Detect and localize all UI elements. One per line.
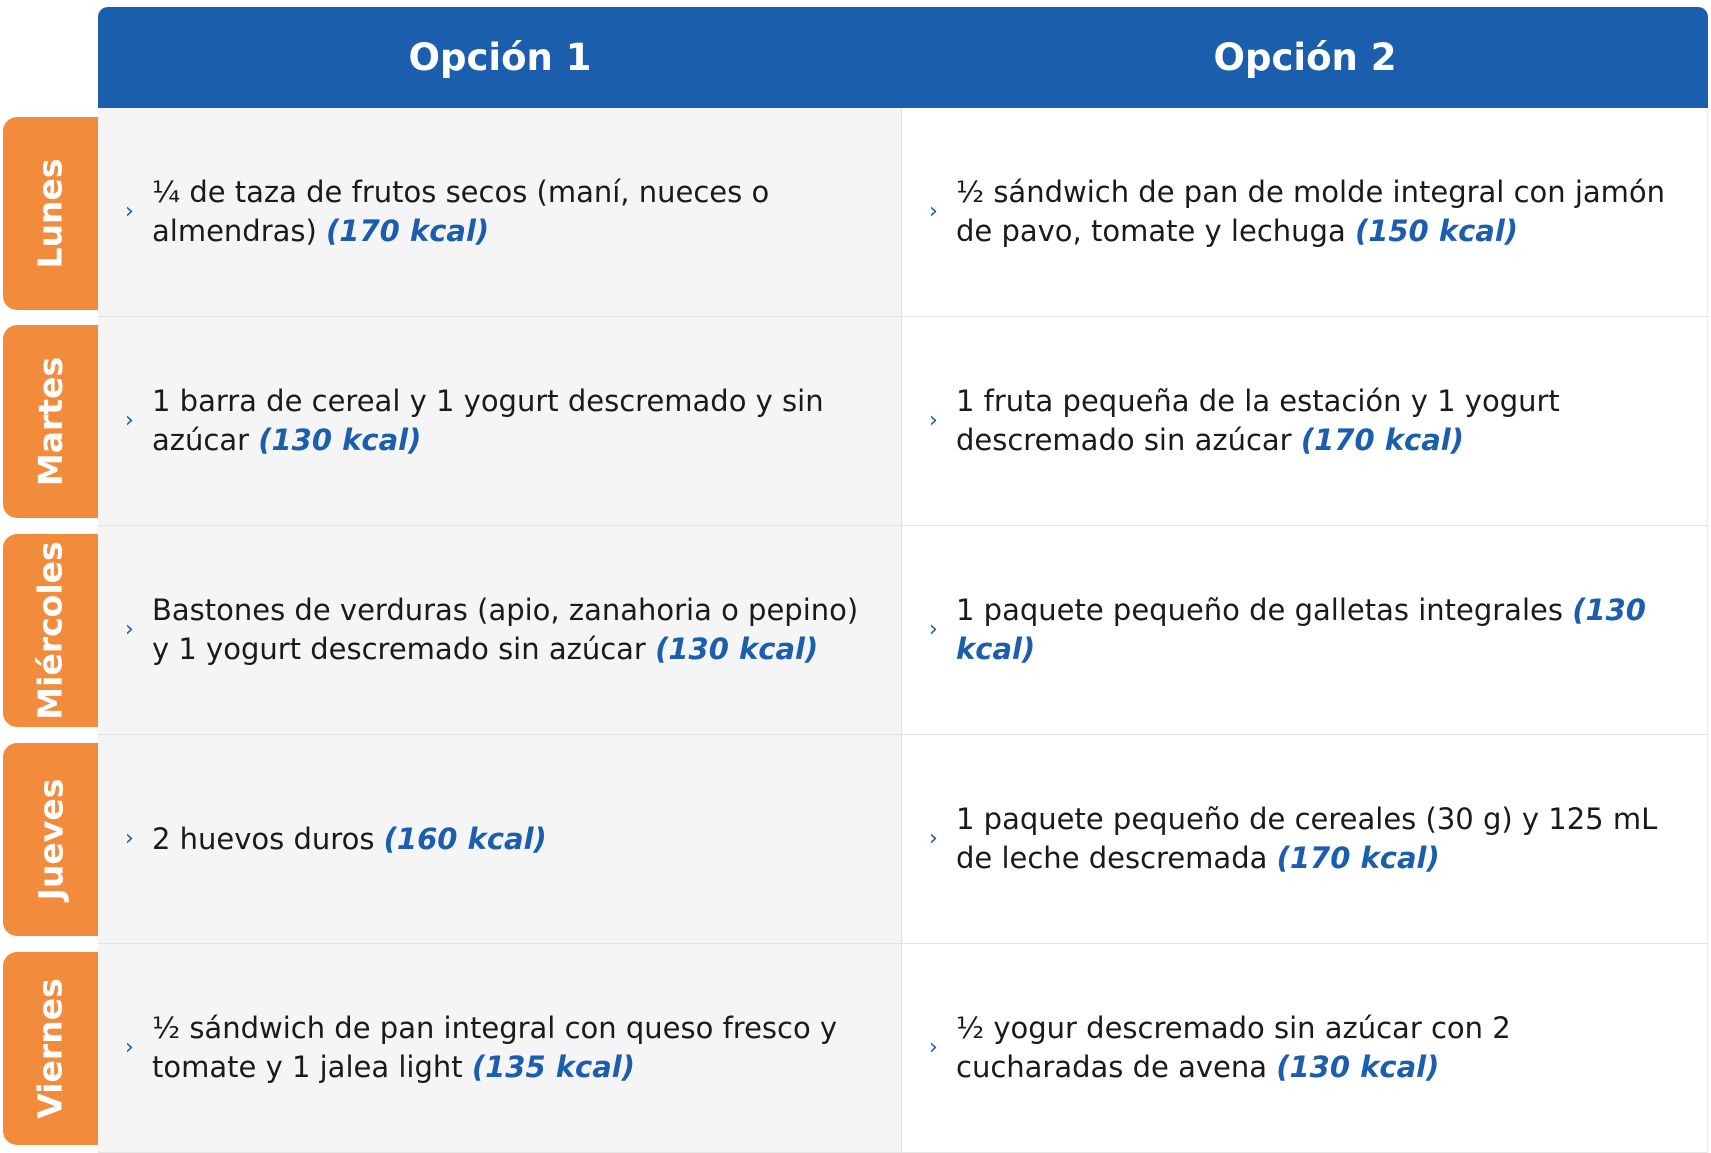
- day-tab-viernes: [3, 952, 98, 1145]
- table-row: [98, 735, 1708, 944]
- item-text: ½ sándwich de pan de molde integral con jamón de pavo, tomate y lechuga (150 kcal): [956, 175, 1666, 248]
- option-1-cell: [98, 526, 902, 734]
- item-text: 1 fruta pequeña de la estación y 1 yogurt descremado sin azúcar (170 kcal): [956, 384, 1560, 457]
- kcal-value: (130 kcal): [258, 423, 422, 457]
- item-text: 1 barra de cereal y 1 yogurt descremado y sin azúcar (130 kcal): [152, 384, 824, 457]
- item-text: Bastones de verduras (apio, zanahoria o pepino) y 1 yogurt descremado sin azúcar (130 kcal): [152, 593, 859, 666]
- table-row: [98, 526, 1708, 735]
- option-2-cell: [902, 735, 1708, 943]
- option-1-cell: [98, 108, 902, 316]
- snack-options-table: [98, 7, 1708, 1153]
- kcal-value: (150 kcal): [1354, 214, 1519, 248]
- chevron-right-icon: ›: [929, 199, 938, 224]
- item-text: ¼ de taza de frutos secos (maní, nueces o almendras) (170 kcal): [152, 175, 770, 248]
- day-tab-jueves: [3, 743, 98, 936]
- option-2-cell: [902, 944, 1708, 1152]
- table-row: [98, 944, 1708, 1153]
- day-label: Miércoles: [31, 541, 70, 720]
- day-tab-miercoles: [3, 534, 98, 727]
- table-row: [98, 108, 1708, 317]
- option-2-cell: [902, 526, 1708, 734]
- kcal-value: (170 kcal): [1300, 423, 1464, 457]
- chevron-right-icon: ›: [929, 1035, 938, 1060]
- kcal-value: (130 kcal): [956, 593, 1646, 666]
- chevron-right-icon: ›: [929, 617, 938, 642]
- chevron-right-icon: ›: [125, 617, 134, 642]
- item-text: 1 paquete pequeño de cereales (30 g) y 125 mL de leche descremada (170 kcal): [956, 802, 1658, 875]
- chevron-right-icon: ›: [125, 199, 134, 224]
- item-text: 1 paquete pequeño de galletas integrales (130 kcal): [956, 593, 1646, 666]
- chevron-right-icon: ›: [929, 408, 938, 433]
- header-option-1: Opción 1: [408, 36, 592, 79]
- chevron-right-icon: ›: [929, 826, 938, 851]
- table-row: [98, 317, 1708, 526]
- chevron-right-icon: ›: [125, 408, 134, 433]
- day-label: Viernes: [31, 978, 71, 1119]
- option-1-cell: [98, 317, 902, 525]
- chevron-right-icon: ›: [125, 826, 134, 851]
- option-2-cell: [902, 317, 1708, 525]
- day-label: Martes: [31, 356, 70, 487]
- chevron-right-icon: ›: [125, 1035, 134, 1060]
- kcal-value: (170 kcal): [326, 214, 490, 248]
- day-label: Jueves: [31, 778, 70, 901]
- item-text: ½ yogur descremado sin azúcar con 2 cucharadas de avena (130 kcal): [956, 1011, 1511, 1084]
- kcal-value: (135 kcal): [471, 1050, 635, 1084]
- item-text: ½ sándwich de pan integral con queso fresco y tomate y 1 jalea light (135 kcal): [152, 1011, 838, 1084]
- item-text: 2 huevos duros (160 kcal): [152, 821, 547, 856]
- kcal-value: (130 kcal): [655, 632, 819, 666]
- table-header: [98, 7, 1708, 108]
- day-label: Lunes: [31, 158, 71, 269]
- kcal-value: (160 kcal): [383, 821, 547, 856]
- option-1-cell: [98, 735, 902, 943]
- day-tab-lunes: [3, 117, 98, 310]
- kcal-value: (170 kcal): [1276, 841, 1440, 875]
- option-2-cell: [902, 108, 1708, 316]
- header-option-2: Opción 2: [1213, 36, 1397, 79]
- day-tab-martes: [3, 325, 98, 518]
- kcal-value: (130 kcal): [1276, 1050, 1440, 1084]
- option-1-cell: [98, 944, 902, 1152]
